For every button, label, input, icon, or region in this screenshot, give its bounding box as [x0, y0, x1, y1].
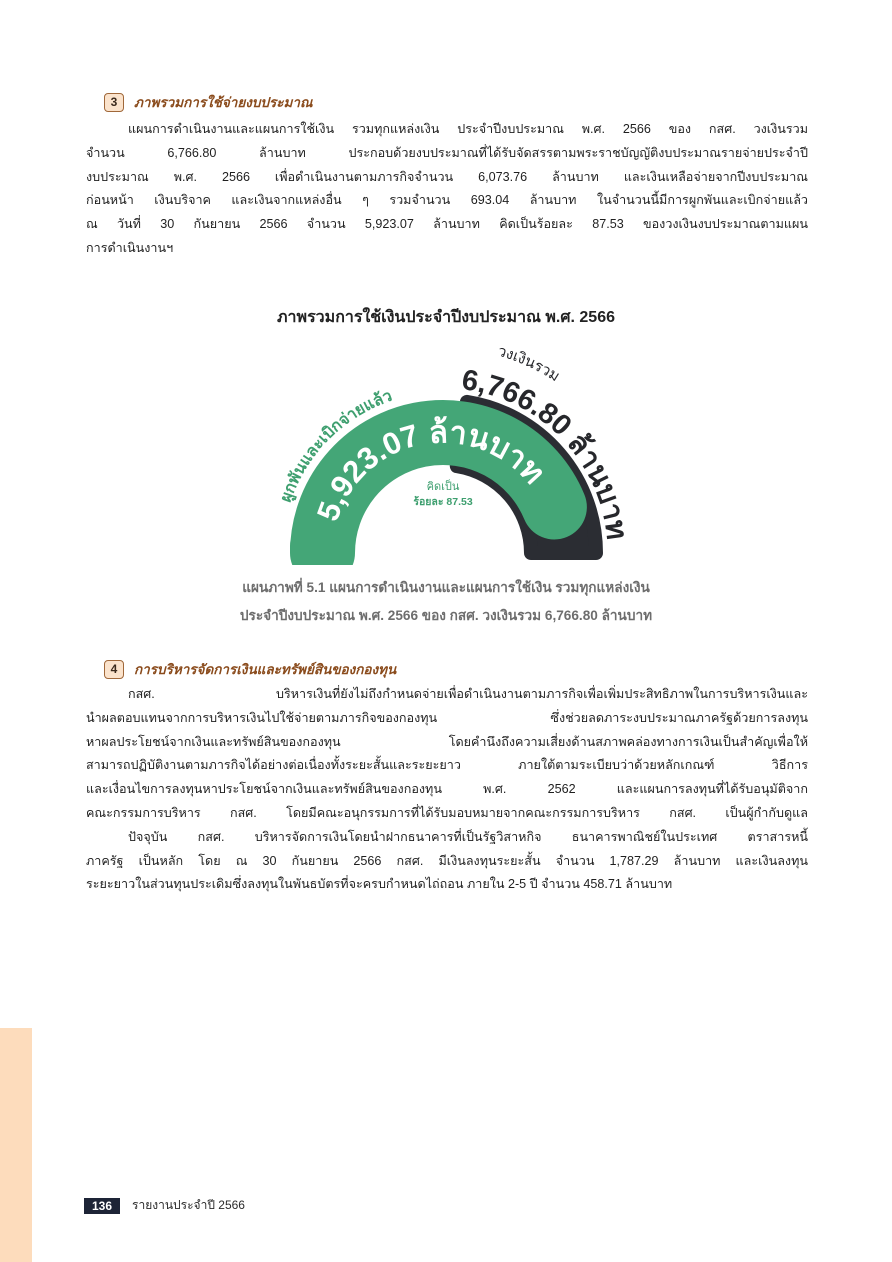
paragraph-line: แผนการดำเนินงานและแผนการใช้เงิน รวมทุกแหล่งเงิน ประจำปีงบประมาณ พ.ศ. 2566 ของ กสศ. วงเงินรวม	[128, 122, 808, 136]
section-3-heading	[104, 91, 313, 113]
paragraph-line: ก่อนหน้า เงินบริจาค และเงินจากแหล่งอื่น ๆ รวมจำนวน 693.04 ล้านบาท ในจำนวนนี้มีการผูกพันและเบิกจ่ายแล้ว	[86, 193, 808, 208]
section-4-paragraph	[86, 683, 808, 897]
paragraph-line: ภาครัฐ เป็นหลัก โดย ณ 30 กันยายน 2566 กสศ. มีเงินลงทุนระยะสั้น จำนวน 1,787.29 ล้านบาท และเงินลงทุน	[86, 853, 808, 868]
section-title: ภาพรวมการใช้จ่ายงบประมาณ	[134, 95, 313, 110]
section-4-heading	[104, 658, 396, 680]
section-title: การบริหารจัดการเงินและทรัพย์สินของกองทุน	[134, 662, 397, 677]
side-color-tab	[0, 1028, 32, 1262]
paragraph-line: หาผลประโยชน์จากเงินและทรัพย์สินของกองทุน โดยคำนึงถึงความเสี่ยงด้านสภาพคล่องทางการเงินเป็นสำคัญเพื่อให้	[86, 734, 808, 749]
paragraph-line: สามารถปฏิบัติงานตามภารกิจได้อย่างต่อเนื่องทั้งระยะสั้นและระยะยาว ภายใต้ตามระเบียบว่าด้วยหลักเกณฑ์ วิธีการ	[86, 758, 808, 773]
center-value: ร้อยละ 87.53	[413, 496, 473, 508]
used-label-text: ผูกพันและเบิกจ่ายแล้ว	[277, 387, 395, 505]
page-footer	[84, 1196, 245, 1215]
paragraph-line: จำนวน 6,766.80 ล้านบาท ประกอบด้วยงบประมาณที่ได้รับจัดสรรตามพระราชบัญญัติงบประมาณรายจ่ายประจำปี	[86, 145, 808, 160]
section-3-paragraph	[86, 118, 808, 261]
paragraph-line: และเงื่อนไขการลงทุนหาประโยชน์จากเงินและทรัพย์สินของกองทุน พ.ศ. 2562 และแผนการลงทุนที่ได้รับอนุมัติจาก	[86, 782, 808, 797]
page-number: 136	[84, 1198, 120, 1214]
total-value-text: 6,766.80 ล้านบาท	[459, 364, 633, 542]
paragraph-line: ระยะยาวในส่วนทุนประเดิมซึ่งลงทุนในพันธบัตรที่จะครบกำหนดไถ่ถอน ภายใน 2-5 ปี จำนวน 458.71 ล้านบาท	[86, 877, 673, 892]
section-number-badge: 3	[104, 93, 124, 112]
budget-gauge-chart	[230, 330, 660, 565]
total-label-text: วงเงินรวม	[495, 342, 563, 386]
figure-caption-line-2: ประจำปีงบประมาณ พ.ศ. 2566 ของ กสศ. วงเงินรวม 6,766.80 ล้านบาท	[239, 608, 653, 623]
paragraph-line: ปัจจุบัน กสศ. บริหารจัดการเงินโดยนำฝากธนาคารที่เป็นรัฐวิสาหกิจ ธนาคารพาณิชย์ในประเทศ ตราสารหนี้	[128, 829, 808, 844]
center-label: คิดเป็น	[426, 481, 460, 493]
section-number-badge: 4	[104, 660, 124, 679]
paragraph-line: กสศ. บริหารเงินที่ยังไม่ถึงกำหนดจ่ายเพื่อดำเนินงานตามภารกิจเพื่อเพิ่มประสิทธิภาพในการบริหารเงินและ	[128, 687, 808, 701]
paragraph-line: งบประมาณ พ.ศ. 2566 เพื่อดำเนินงานตามภารกิจจำนวน 6,073.76 ล้านบาท และเงินเหลือจ่ายจากปีงบประมาณ	[86, 169, 808, 184]
chart-title: ภาพรวมการใช้เงินประจำปีงบประมาณ พ.ศ. 2566	[277, 309, 615, 326]
used-value-text: 5,923.07 ล้านบาท	[310, 414, 552, 526]
figure-caption-line-1: แผนภาพที่ 5.1 แผนการดำเนินงานและแผนการใช้เงิน รวมทุกแหล่งเงิน	[242, 580, 650, 595]
paragraph-line: คณะกรรมการบริหาร กสศ. โดยมีคณะอนุกรรมการที่ได้รับมอบหมายจากคณะกรรมการบริหาร กสศ. เป็นผู้กำกับดูแล	[86, 805, 808, 820]
paragraph-line: ณ วันที่ 30 กันยายน 2566 จำนวน 5,923.07 ล้านบาท คิดเป็นร้อยละ 87.53 ของวงเงินงบประมาณตามแผน	[86, 217, 808, 232]
paragraph-line: นำผลตอบแทนจากการบริหารเงินไปใช้จ่ายตามภารกิจของกองทุน ซึ่งช่วยลดภาระงบประมาณภาครัฐด้วยการลงทุน	[86, 710, 808, 725]
paragraph-line: การดำเนินงานฯ	[86, 240, 174, 255]
footer-title: รายงานประจำปี 2566	[132, 1198, 245, 1212]
